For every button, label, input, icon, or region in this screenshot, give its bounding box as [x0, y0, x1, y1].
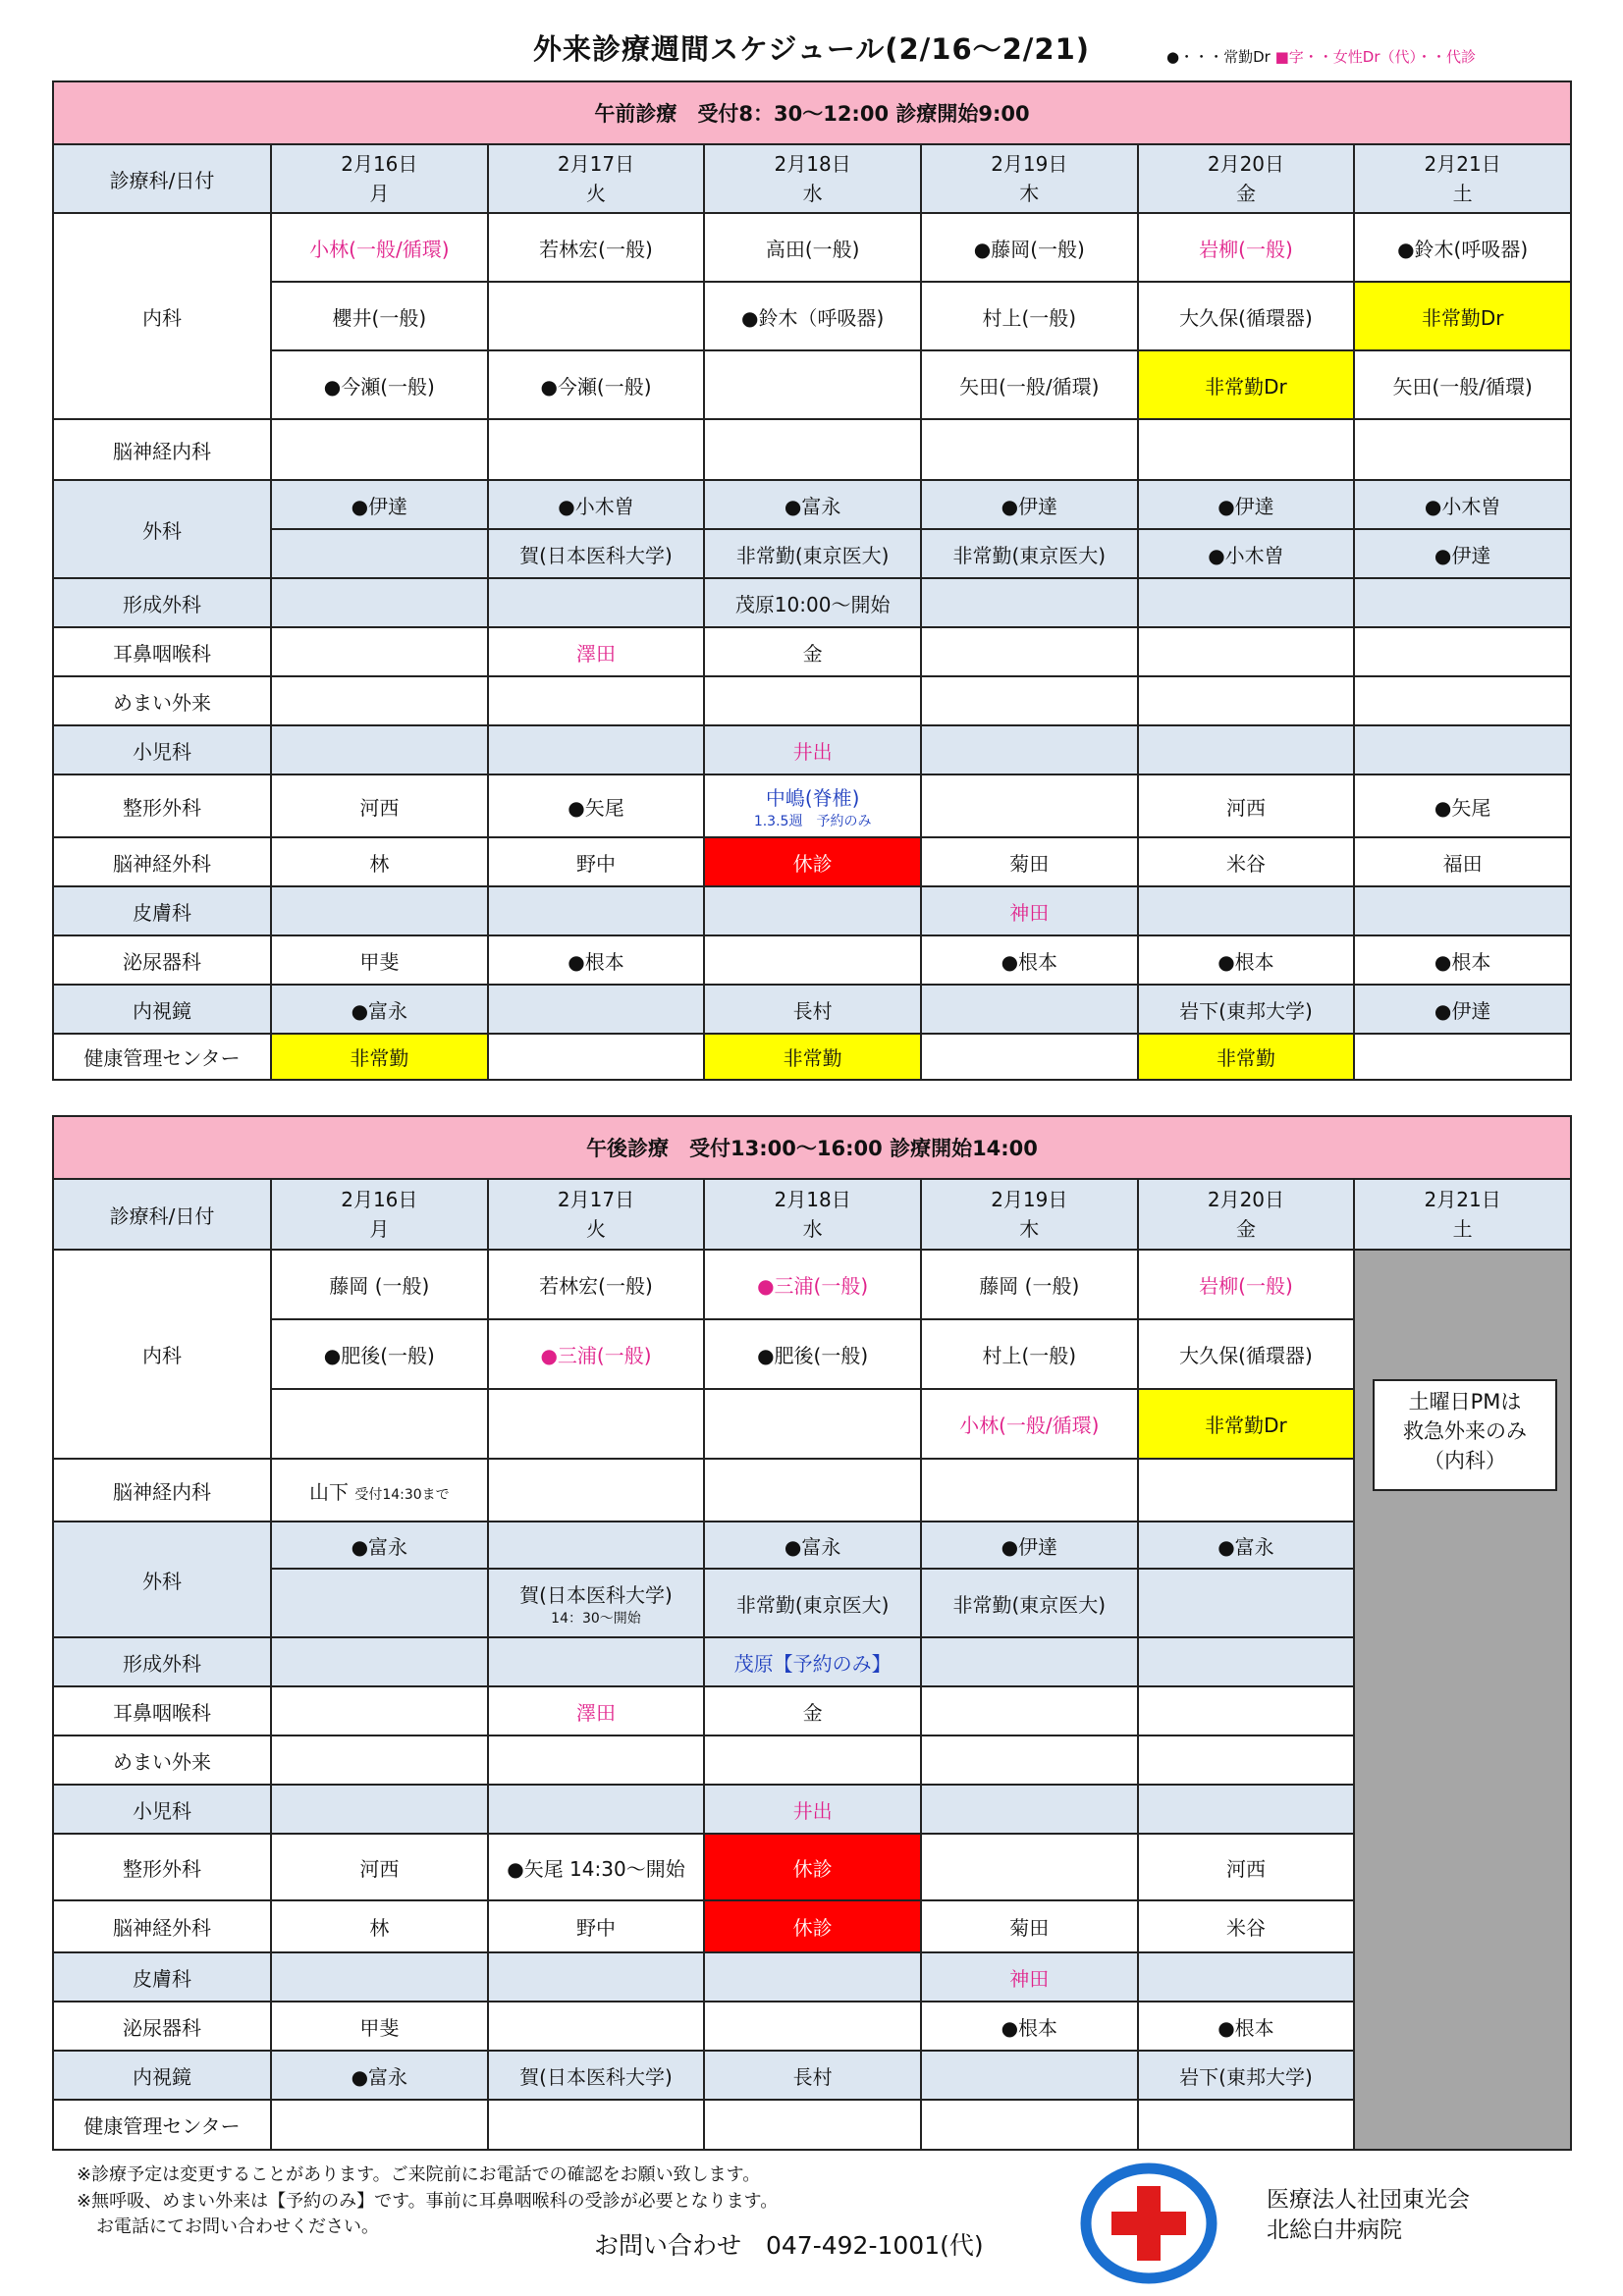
cell: ●富永: [271, 1522, 488, 1569]
dept-label: 脳神経内科: [53, 419, 271, 480]
cell: 長村: [704, 985, 921, 1034]
cell: ●小木曽: [1354, 480, 1571, 529]
am-header: 午前診療 受付8：30〜12:00 診療開始9:00: [53, 81, 1571, 144]
cell: [271, 578, 488, 627]
cell: [921, 2100, 1138, 2150]
cell: 小林(一般/循環): [271, 213, 488, 282]
cell: [1354, 676, 1571, 725]
cell: [488, 725, 705, 774]
cell: 米谷: [1138, 1900, 1355, 1952]
day-header: 2月18日 水: [704, 144, 921, 213]
cell: ●鈴木（呼吸器): [704, 282, 921, 350]
dept-label: めまい外来: [53, 1735, 271, 1785]
cell: [704, 419, 921, 480]
cell: [704, 2100, 921, 2150]
cell: ●今瀬(一般): [488, 350, 705, 419]
cell: [1138, 1952, 1355, 2002]
legend-regular: ●・・・常勤Dr: [1166, 48, 1271, 66]
cell: [488, 886, 705, 935]
cell: 澤田: [488, 1686, 705, 1735]
day-header: 2月16日 月: [271, 144, 488, 213]
cell: [921, 774, 1138, 837]
seikei-note: 1.3.5週 予約のみ: [753, 813, 872, 829]
dept-label: 小児科: [53, 1785, 271, 1834]
cell: ●鈴木(呼吸器): [1354, 213, 1571, 282]
cell: ●矢尾 14:30〜開始: [488, 1834, 705, 1900]
cell: 福田: [1354, 837, 1571, 886]
cell: [1354, 578, 1571, 627]
cell: [488, 1522, 705, 1569]
cell: [921, 1459, 1138, 1522]
cell: 米谷: [1138, 837, 1355, 886]
cell: ●富永: [271, 2051, 488, 2100]
cell: [921, 1637, 1138, 1686]
cell: 藤岡 (一般): [271, 1250, 488, 1319]
dept-label: 皮膚科: [53, 1952, 271, 2002]
cell: 野中: [488, 1900, 705, 1952]
cell: ●今瀬(一般): [271, 350, 488, 419]
cell: [488, 419, 705, 480]
cell: ●伊達: [921, 1522, 1138, 1569]
cell: 村上(一般): [921, 1319, 1138, 1389]
dept-label: 脳神経内科: [53, 1459, 271, 1522]
cell: [921, 578, 1138, 627]
cell: 長村: [704, 2051, 921, 2100]
org-name: 医療法人社団東光会: [1267, 2187, 1470, 2213]
dept-label: 外科: [53, 1522, 271, 1637]
cell: [271, 1637, 488, 1686]
cell: 河西: [1138, 774, 1355, 837]
cell: 非常勤(東京医大): [921, 529, 1138, 578]
cell: [1354, 419, 1571, 480]
cell: [271, 676, 488, 725]
cell: 賀(日本医科大学): [488, 2051, 705, 2100]
cell: ●根本: [1138, 2002, 1355, 2051]
cell: 非常勤: [1138, 1034, 1355, 1080]
cell: [271, 529, 488, 578]
cell: ●富永: [704, 1522, 921, 1569]
cell: [704, 1952, 921, 2002]
day-header: 2月16日 月: [271, 1179, 488, 1250]
cell: 非常勤(東京医大): [704, 529, 921, 578]
cell: ●富永: [271, 985, 488, 1034]
cell: [921, 676, 1138, 725]
cell: 非常勤: [271, 1034, 488, 1080]
dept-label: 泌尿器科: [53, 935, 271, 985]
cell: 櫻井(一般): [271, 282, 488, 350]
note-line: お電話にてお問い合わせください。: [96, 2216, 379, 2237]
cell: 菊田: [921, 1900, 1138, 1952]
cell: 河西: [271, 774, 488, 837]
cell: [921, 1034, 1138, 1080]
cell: [271, 419, 488, 480]
cell: [488, 985, 705, 1034]
cell: [1354, 627, 1571, 676]
day-header: 2月20日 金: [1138, 1179, 1355, 1250]
hospital-name: 北総白井病院: [1267, 2217, 1402, 2243]
dept-label: 内科: [53, 213, 271, 419]
cell: 金: [704, 627, 921, 676]
cell: 岩柳(一般): [1138, 1250, 1355, 1319]
cell: 大久保(循環器): [1138, 1319, 1355, 1389]
cell: 野中: [488, 837, 705, 886]
cell: [271, 2100, 488, 2150]
day-header: 2月21日 土: [1354, 1179, 1571, 1250]
cell: 休診: [704, 1900, 921, 1952]
cell: 中嶋(脊椎) 1.3.5週 予約のみ: [704, 774, 921, 837]
cell: 非常勤Dr: [1138, 350, 1355, 419]
cell: 茂原10:00〜開始: [704, 578, 921, 627]
cell: 非常勤Dr: [1138, 1389, 1355, 1459]
cell: 神田: [921, 886, 1138, 935]
cell: 非常勤Dr: [1354, 282, 1571, 350]
cell: [488, 1034, 705, 1080]
cell: [488, 2100, 705, 2150]
cell: [488, 1459, 705, 1522]
cell: [1138, 1735, 1355, 1785]
cell: [704, 1459, 921, 1522]
cell: [1138, 676, 1355, 725]
dept-header: 診療科/日付: [53, 144, 271, 213]
cell: [1138, 419, 1355, 480]
cell: 河西: [271, 1834, 488, 1900]
cell: ●伊達: [921, 480, 1138, 529]
cell: 高田(一般): [704, 213, 921, 282]
cell: ●根本: [1354, 935, 1571, 985]
cell: 岩柳(一般): [1138, 213, 1355, 282]
cell: [271, 886, 488, 935]
cell: ●矢尾: [488, 774, 705, 837]
dept-label: 小児科: [53, 725, 271, 774]
dept-header: 診療科/日付: [53, 1179, 271, 1250]
cell: [1138, 886, 1355, 935]
dept-label: 内視鏡: [53, 2051, 271, 2100]
cell: ●根本: [1138, 935, 1355, 985]
cell: [488, 1952, 705, 2002]
contact-phone: お問い合わせ 047-492-1001(代): [594, 2231, 984, 2260]
cell: 非常勤: [704, 1034, 921, 1080]
cell: ●富永: [1138, 1522, 1355, 1569]
cell: [1138, 725, 1355, 774]
cell: 休診: [704, 837, 921, 886]
cell: 岩下(東邦大学): [1138, 985, 1355, 1034]
cell: ●根本: [488, 935, 705, 985]
dept-label: 整形外科: [53, 774, 271, 837]
cell: [488, 1735, 705, 1785]
cell: 若林宏(一般): [488, 1250, 705, 1319]
cell: 林: [271, 1900, 488, 1952]
dept-label: 形成外科: [53, 1637, 271, 1686]
dept-label: めまい外来: [53, 676, 271, 725]
cell: [704, 350, 921, 419]
day-header: 2月19日 木: [921, 144, 1138, 213]
cell: [1138, 1637, 1355, 1686]
dept-label: 形成外科: [53, 578, 271, 627]
dept-label: 脳神経外科: [53, 1900, 271, 1952]
cell: [1354, 1034, 1571, 1080]
cell: [704, 676, 921, 725]
dept-label: 健康管理センター: [53, 1034, 271, 1080]
cell: ●根本: [921, 2002, 1138, 2051]
saturday-pm-note: 土曜日PMは 救急外来のみ （内科）: [1373, 1379, 1557, 1491]
cell: [488, 578, 705, 627]
cell: ●小木曽: [488, 480, 705, 529]
cell: [488, 1389, 705, 1459]
cell: 若林宏(一般): [488, 213, 705, 282]
legend: [1166, 46, 1476, 67]
cell: 岩下(東邦大学): [1138, 2051, 1355, 2100]
am-schedule-table: [52, 80, 1572, 1081]
cell: [921, 419, 1138, 480]
cell: 休診: [704, 1834, 921, 1900]
cell: [921, 1834, 1138, 1900]
cell: ●富永: [704, 480, 921, 529]
cell: 甲斐: [271, 2002, 488, 2051]
cell: [921, 1686, 1138, 1735]
cell: ●根本: [921, 935, 1138, 985]
cell: 神田: [921, 1952, 1138, 2002]
cell: 山下 受付14:30まで: [271, 1459, 488, 1522]
cell: 大久保(循環器): [1138, 282, 1355, 350]
cell: 非常勤(東京医大): [921, 1569, 1138, 1637]
cell: [921, 2051, 1138, 2100]
pm-schedule-table: [52, 1115, 1572, 2151]
cell: [704, 886, 921, 935]
note-line: ※無呼吸、めまい外来は【予約のみ】です。事前に耳鼻咽喉科の受診が必要となります。: [77, 2191, 779, 2212]
geka-note: 14：30〜開始: [551, 1610, 641, 1627]
day-header: 2月17日 火: [488, 144, 705, 213]
cell: [1138, 1459, 1355, 1522]
cell: [1354, 725, 1571, 774]
cell: [271, 1952, 488, 2002]
cell: [921, 627, 1138, 676]
cell: [271, 627, 488, 676]
cell: 矢田(一般/循環): [1354, 350, 1571, 419]
cell: 澤田: [488, 627, 705, 676]
cell: 井出: [704, 1785, 921, 1834]
cell: ●伊達: [1354, 529, 1571, 578]
cell: ●伊達: [1138, 480, 1355, 529]
cell: [488, 282, 705, 350]
cell: 賀(日本医科大学): [488, 529, 705, 578]
cell: [921, 1785, 1138, 1834]
pm-header: 午後診療 受付13:00〜16:00 診療開始14:00: [53, 1116, 1571, 1179]
cell: 菊田: [921, 837, 1138, 886]
cell: 矢田(一般/循環): [921, 350, 1138, 419]
dept-label: 整形外科: [53, 1834, 271, 1900]
cell: [271, 1569, 488, 1637]
note-line: ※診療予定は変更することがあります。ご来院前にお電話での確認をお願い致します。: [77, 2164, 761, 2185]
page-title: 外来診療週間スケジュール(2/16〜2/21): [532, 32, 1091, 66]
cell: [271, 1785, 488, 1834]
dept-label: 内視鏡: [53, 985, 271, 1034]
cell: 金: [704, 1686, 921, 1735]
cell: 井出: [704, 725, 921, 774]
cell: [271, 725, 488, 774]
cell: 林: [271, 837, 488, 886]
cell: [1354, 886, 1571, 935]
cell: ●三浦(一般): [488, 1319, 705, 1389]
cell: ●伊達: [271, 480, 488, 529]
dept-label: 耳鼻咽喉科: [53, 1686, 271, 1735]
cell: 藤岡 (一般): [921, 1250, 1138, 1319]
day-header: 2月17日 火: [488, 1179, 705, 1250]
cell: 茂原【予約のみ】: [704, 1637, 921, 1686]
cell: ●藤岡(一般): [921, 213, 1138, 282]
dept-label: 内科: [53, 1250, 271, 1459]
cell: [921, 985, 1138, 1034]
cell: 河西: [1138, 1834, 1355, 1900]
cell: 非常勤(東京医大): [704, 1569, 921, 1637]
cell: ●肥後(一般): [704, 1319, 921, 1389]
cell: [1138, 1785, 1355, 1834]
dept-label: 皮膚科: [53, 886, 271, 935]
cell: 小林(一般/循環): [921, 1389, 1138, 1459]
cell: ●肥後(一般): [271, 1319, 488, 1389]
noushin-note: 受付14:30まで: [354, 1486, 450, 1503]
legend-female: ■字・・女性Dr（代）・・代診: [1274, 48, 1476, 66]
cell: [921, 1735, 1138, 1785]
cell: [271, 1735, 488, 1785]
dept-label: 脳神経外科: [53, 837, 271, 886]
cell: [488, 1785, 705, 1834]
dept-label: 外科: [53, 480, 271, 578]
day-header: 2月19日 木: [921, 1179, 1138, 1250]
day-header: 2月20日 金: [1138, 144, 1355, 213]
cell: [1138, 578, 1355, 627]
cell: [921, 725, 1138, 774]
hospital-cross-logo-icon: [1080, 2163, 1217, 2284]
cell: [1138, 627, 1355, 676]
dept-label: 泌尿器科: [53, 2002, 271, 2051]
cell: [1138, 2100, 1355, 2150]
cell: ●矢尾: [1354, 774, 1571, 837]
cell: [704, 2002, 921, 2051]
dept-label: 耳鼻咽喉科: [53, 627, 271, 676]
cell: ●三浦(一般): [704, 1250, 921, 1319]
cell: ●伊達: [1354, 985, 1571, 1034]
cell: 甲斐: [271, 935, 488, 985]
cell: [704, 1389, 921, 1459]
cell: [271, 1686, 488, 1735]
cell: [704, 935, 921, 985]
day-header: 2月18日 水: [704, 1179, 921, 1250]
cell: [488, 2002, 705, 2051]
day-header: 2月21日 土: [1354, 144, 1571, 213]
cell: 村上(一般): [921, 282, 1138, 350]
cell: [271, 1389, 488, 1459]
cell: ●小木曽: [1138, 529, 1355, 578]
cell: [704, 1735, 921, 1785]
cell: [1138, 1569, 1355, 1637]
dept-label: 健康管理センター: [53, 2100, 271, 2150]
cell: [488, 676, 705, 725]
cell: [488, 1637, 705, 1686]
cell: 賀(日本医科大学) 14：30〜開始: [488, 1569, 705, 1637]
cell: [1138, 1686, 1355, 1735]
